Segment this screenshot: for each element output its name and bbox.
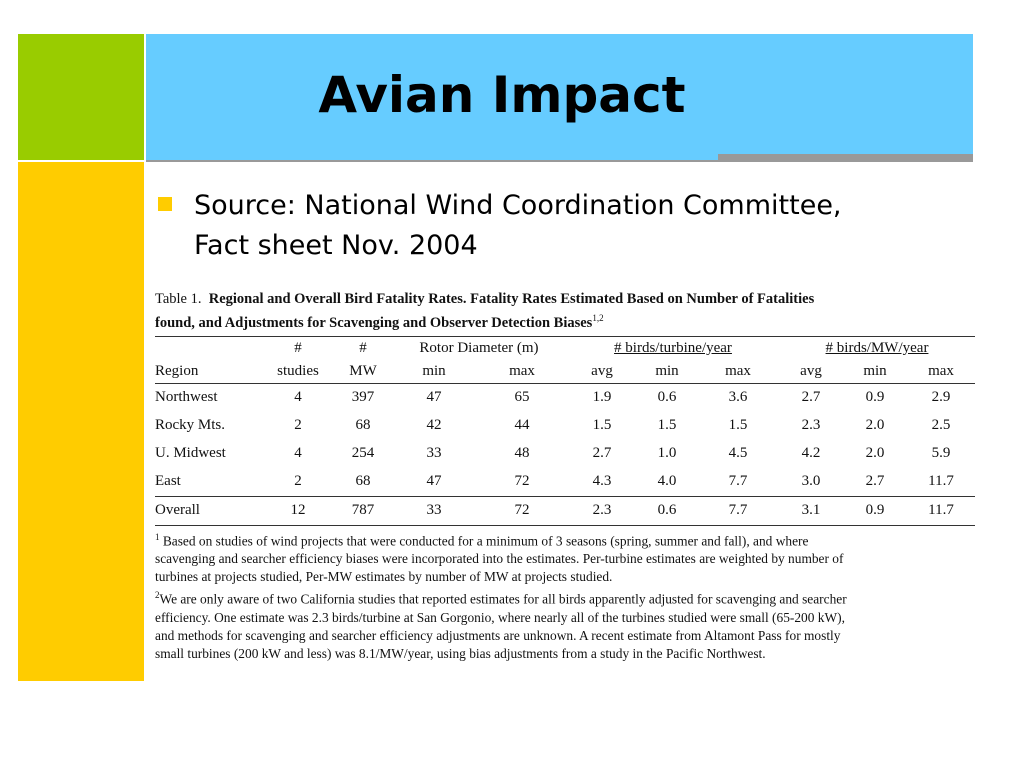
header-studies-hash: # — [261, 336, 335, 360]
table-cell: 47 — [426, 389, 442, 406]
header-empty — [155, 336, 261, 360]
green-accent-block — [18, 34, 144, 160]
table-cell: 68 — [355, 473, 371, 490]
header-cell: min — [637, 360, 697, 384]
source-line-1: Source: National Wind Coordination Committee, — [194, 190, 842, 221]
table-cell: 0.9 — [843, 496, 907, 525]
table-cell: 33 — [426, 445, 442, 462]
table-cell: 11.7 — [928, 473, 954, 490]
table-cell: 2.3 — [801, 417, 821, 434]
table-cell: 42 — [426, 417, 442, 434]
table-cell: 2 — [294, 473, 302, 490]
table-cell: 44 — [514, 417, 530, 434]
header-row-top — [155, 336, 975, 360]
header-cell: max — [907, 360, 975, 384]
header-birds-per-turbine: # birds/turbine/year — [567, 336, 779, 360]
title-divider-thin — [146, 160, 718, 162]
table-cell: 254 — [351, 445, 375, 462]
table-cell: 2.0 — [865, 445, 885, 462]
table-caption-line1: Regional and Overall Bird Fatality Rates. Fatality Rates Estimated Based on Number of Fatalities — [208, 291, 815, 307]
source-bullet — [194, 186, 974, 266]
table-caption-sup: 1,2 — [592, 313, 604, 323]
table-cell: Overall — [155, 496, 261, 525]
header-birds-per-mw: # birds/MW/year — [779, 336, 975, 360]
table-cell: 2.9 — [931, 389, 951, 406]
table-cell: 0.9 — [865, 389, 885, 406]
square-bullet-icon — [158, 197, 172, 211]
table-cell: 4.2 — [801, 445, 821, 462]
table-cell: U. Midwest — [155, 445, 226, 462]
footnote-2-line: small turbines (200 kW and less) was 8.1/MW/year, using bias adjustments from a study in the Pacific Northwest. — [155, 645, 766, 661]
header-cell: max — [477, 360, 567, 384]
table-row — [155, 383, 975, 412]
header-cell: avg — [779, 360, 843, 384]
table-cell: 4 — [294, 389, 302, 406]
table-cell: 3.0 — [801, 473, 821, 490]
table-cell: 48 — [514, 445, 530, 462]
footnote-1-line: scavenging and searcher efficiency biases were incorporated into the estimates. Per-turbine estimates are weighted by number of — [155, 551, 844, 567]
table-cell: 397 — [351, 389, 375, 406]
table-cell: 12 — [261, 496, 335, 525]
table-cell: 4.5 — [728, 445, 748, 462]
table-cell: 68 — [355, 417, 371, 434]
table-cell: 2.7 — [592, 445, 612, 462]
table-cell: 7.7 — [728, 473, 748, 490]
footnote-2-line: and methods for scavenging and searcher efficiency adjustments are unknown. A recent estimate from Altamont Pass for mostly — [155, 627, 841, 643]
table-cell: 0.6 — [657, 389, 677, 406]
table-cell: 1.5 — [728, 417, 748, 434]
table-cell: 0.6 — [637, 496, 697, 525]
table-row — [155, 412, 975, 440]
table-cell: 4 — [294, 445, 302, 462]
table-cell: 4.3 — [592, 473, 612, 490]
header-rotor-diameter: Rotor Diameter (m) — [391, 336, 567, 360]
table-cell: 1.0 — [657, 445, 677, 462]
table-row — [155, 440, 975, 468]
header-cell: min — [843, 360, 907, 384]
footnote-1-line — [155, 528, 975, 550]
table-caption — [155, 290, 975, 333]
header-row-sub — [155, 360, 975, 384]
header-cell: min — [391, 360, 477, 384]
table-cell: 3.1 — [779, 496, 843, 525]
footnote-2-line — [155, 586, 975, 608]
table-cell: 72 — [477, 496, 567, 525]
table-cell: East — [155, 473, 181, 490]
header-cell: MW — [335, 360, 391, 384]
header-cell: Region — [155, 360, 261, 384]
footnote-1-line: turbines at projects studied, Per-MW estimates by number of MW at projects studied. — [155, 569, 613, 585]
slide-title: Avian Impact — [318, 66, 686, 124]
footnote-2-text: We are only aware of two California studies that reported estimates for all birds apparently adjusted for scavenging and searcher — [159, 591, 847, 607]
table-footnotes — [155, 528, 975, 663]
header-cell: avg — [567, 360, 637, 384]
table-row — [155, 468, 975, 497]
table-cell: 47 — [426, 473, 442, 490]
footnote-1-mark: 1 — [155, 531, 160, 542]
table-caption-line2: found, and Adjustments for Scavenging and Observer Detection Biases — [155, 314, 593, 331]
fatality-rates-table — [155, 336, 975, 526]
footnote-2-mark: 2 — [155, 590, 160, 601]
title-divider-thick — [718, 154, 973, 162]
table-caption-label: Table 1. — [155, 291, 202, 307]
table-cell: 1.9 — [592, 389, 612, 406]
table-cell: 4.0 — [657, 473, 677, 490]
table-cell: 7.7 — [697, 496, 779, 525]
table-cell: Rocky Mts. — [155, 417, 226, 434]
table-cell: 2.7 — [865, 473, 885, 490]
table-image — [155, 290, 975, 663]
table-cell: 33 — [391, 496, 477, 525]
table-cell: 3.6 — [728, 389, 748, 406]
table-cell: 2.0 — [865, 417, 885, 434]
table-cell: 1.5 — [592, 417, 612, 434]
table-cell: Northwest — [155, 389, 218, 406]
table-cell: 1.5 — [657, 417, 677, 434]
table-cell: 11.7 — [907, 496, 975, 525]
table-cell: 2 — [294, 417, 302, 434]
header-cell: studies — [261, 360, 335, 384]
table-cell: 2.3 — [567, 496, 637, 525]
header-mw-hash: # — [335, 336, 391, 360]
source-line-2: Fact sheet Nov. 2004 — [194, 230, 478, 261]
table-cell: 72 — [514, 473, 530, 490]
table-cell: 65 — [514, 389, 530, 406]
table-cell: 2.7 — [801, 389, 821, 406]
table-cell: 5.9 — [931, 445, 951, 462]
table-cell: 787 — [335, 496, 391, 525]
yellow-accent-block — [18, 162, 144, 681]
footnote-1-text: Based on studies of wind projects that were conducted for a minimum of 3 seasons (spring, summer and fall), and where — [159, 533, 809, 549]
table-row-overall — [155, 496, 975, 525]
header-cell: max — [697, 360, 779, 384]
footnote-2-line: efficiency. One estimate was 2.3 birds/turbine at San Gorgonio, where nearly all of the turbines studied were small (65-200 kW), — [155, 609, 845, 625]
table-cell: 2.5 — [931, 417, 951, 434]
